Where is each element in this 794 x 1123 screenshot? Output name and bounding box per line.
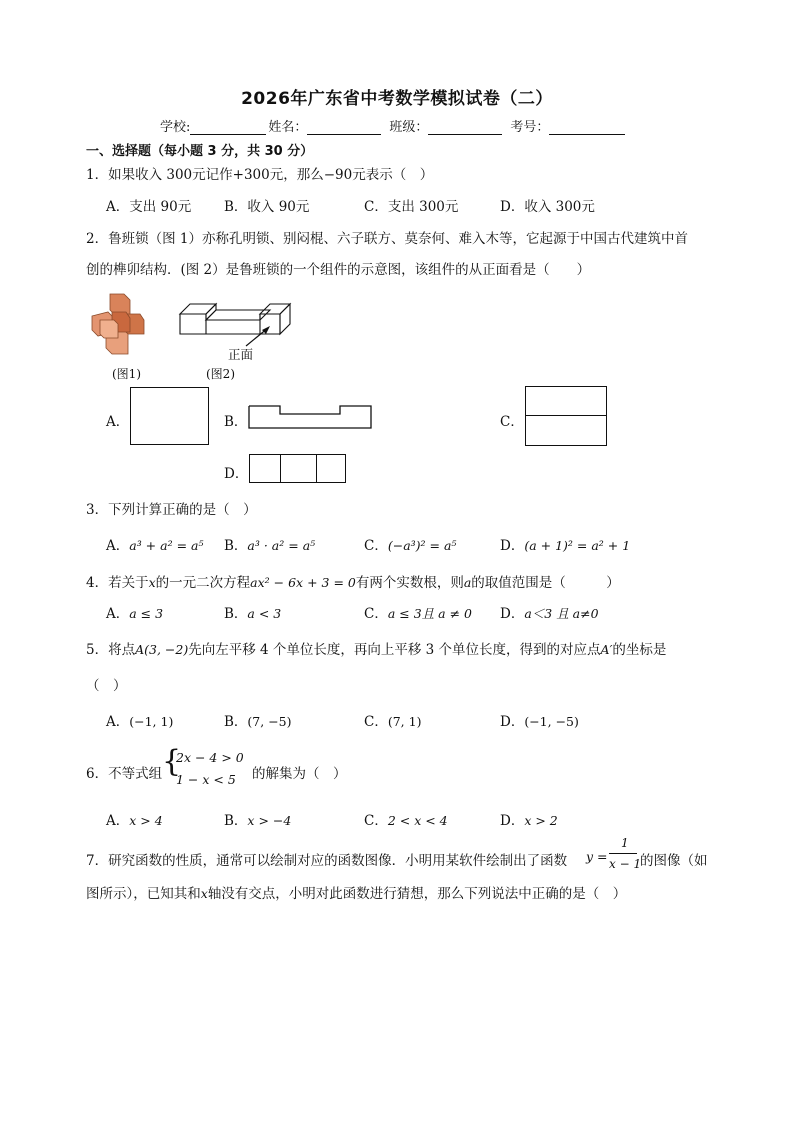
question-2-stem-line1: 2．鲁班锁（图 1）亦称孔明锁、别闷棍、六子联方、莫奈何、难入木等，它起源于中国古代建筑中首: [86, 231, 688, 247]
question-2-stem-line2: 创的榫卯结构．(图 2）是鲁班锁的一个组件的示意图，该组件的从正面看是（ ）: [86, 262, 591, 278]
q4-option-a[interactable]: A．a ≤ 3: [106, 606, 164, 622]
q2-option-c-shape: [525, 386, 607, 446]
question-1-stem: 1．如果收入 300元记作+300元，那么−90元表示（ ）: [86, 167, 434, 183]
q2-option-d-shape: [249, 454, 346, 483]
luban-lock-image: [90, 292, 146, 360]
id-label: 考号：: [510, 120, 550, 135]
question-7-stem-a: 7．研究函数的性质，通常可以绘制对应的函数图像．小明用某软件绘制出了函数: [86, 853, 568, 869]
q2-option-c[interactable]: C．: [500, 414, 524, 430]
q5-option-a[interactable]: A．(−1, 1): [106, 714, 174, 730]
exam-title: 2026年广东省中考数学模拟试卷（二）: [241, 89, 553, 109]
system-line2: 1 − x < 5: [176, 772, 236, 787]
school-blank[interactable]: [190, 121, 266, 135]
class-label: 班级：: [389, 120, 429, 135]
q6-option-c[interactable]: C．2 < x < 4: [364, 813, 448, 829]
function-numerator: 1: [621, 836, 629, 850]
q3-option-a[interactable]: A．a³ + a² = a⁵: [106, 538, 204, 554]
question-7-stem-line2: 图所示），已知其和x轴没有交点，小明对此函数进行猜想，那么下列说法中正确的是（ ）: [86, 886, 627, 902]
fig2-caption: (图2): [206, 367, 235, 381]
question-3-stem: 3．下列计算正确的是（ ）: [86, 502, 257, 518]
section-heading: 一、选择题（每小题 3 分，共 30 分）: [86, 144, 314, 159]
q3-expr-b: a³ · a² = a⁵: [247, 538, 316, 553]
q3-expr-d: (a + 1)² = a² + 1: [524, 538, 631, 553]
q5-option-d[interactable]: D．(−1, −5): [500, 714, 579, 730]
q2-option-a[interactable]: A．: [106, 414, 130, 430]
q6-option-d[interactable]: D．x > 2: [500, 813, 558, 829]
q2-option-b-shape: [248, 405, 372, 429]
q6-option-b[interactable]: B．x > −4: [224, 813, 292, 829]
function-denominator: x − 1: [609, 857, 642, 871]
question-7-stem-b: 的图像（如: [640, 853, 708, 869]
question-5-stem: 5．将点A(3, −2)先向左平移 4 个单位长度，再向上平移 3 个单位长度，得到的对应点A′的坐标是: [86, 642, 667, 658]
question-6-stem-b: 的解集为（ ）: [252, 766, 347, 782]
q2-option-d[interactable]: D．: [224, 466, 249, 482]
q1-option-b[interactable]: B．收入 90元: [224, 199, 310, 215]
id-blank[interactable]: [549, 121, 625, 135]
q5-option-c[interactable]: C．(7, 1): [364, 714, 422, 730]
question-4-stem: 4．若关于x的一元二次方程ax² − 6x + 3 = 0有两个实数根，则a的取值范围是（ ）: [86, 575, 620, 591]
q3-expr-c: (−a³)² = a⁵: [387, 538, 457, 553]
system-line1: 2x − 4 > 0: [176, 750, 244, 765]
front-label: 正面: [228, 347, 254, 362]
q3-option-b[interactable]: B．a³ · a² = a⁵: [224, 538, 316, 554]
function-lhs: y =: [586, 849, 608, 864]
q4-option-d[interactable]: D．a＜3 且 a≠0: [500, 606, 599, 622]
q4-option-b[interactable]: B．a < 3: [224, 606, 282, 622]
fraction-bar: [609, 853, 637, 854]
school-label: 学校:: [160, 120, 191, 135]
student-info-row: [160, 116, 627, 135]
question-6-stem-a: 6．不等式组: [86, 766, 163, 782]
question-5-stem-line2: （ ）: [86, 678, 127, 694]
q4-option-c[interactable]: C．a ≤ 3且 a ≠ 0: [364, 606, 472, 622]
system-brace: {: [162, 744, 182, 779]
q5-option-b[interactable]: B．(7, −5): [224, 714, 292, 730]
class-blank[interactable]: [428, 121, 502, 135]
fig1-caption: (图1): [112, 367, 141, 381]
q6-option-a[interactable]: A．x > 4: [106, 813, 163, 829]
q1-option-d[interactable]: D．收入 300元: [500, 199, 595, 215]
q3-option-c[interactable]: C．(−a³)² = a⁵: [364, 538, 457, 554]
name-blank[interactable]: [307, 121, 381, 135]
q3-option-d[interactable]: D．(a + 1)² = a² + 1: [500, 538, 631, 554]
q1-option-c[interactable]: C．支出 300元: [364, 199, 459, 215]
name-label: 姓名：: [268, 120, 308, 135]
q1-option-a[interactable]: A．支出 90元: [106, 199, 192, 215]
q3-expr-a: a³ + a² = a⁵: [129, 538, 204, 553]
q2-option-b[interactable]: B．: [224, 414, 248, 430]
q2-option-a-shape: [130, 387, 209, 445]
